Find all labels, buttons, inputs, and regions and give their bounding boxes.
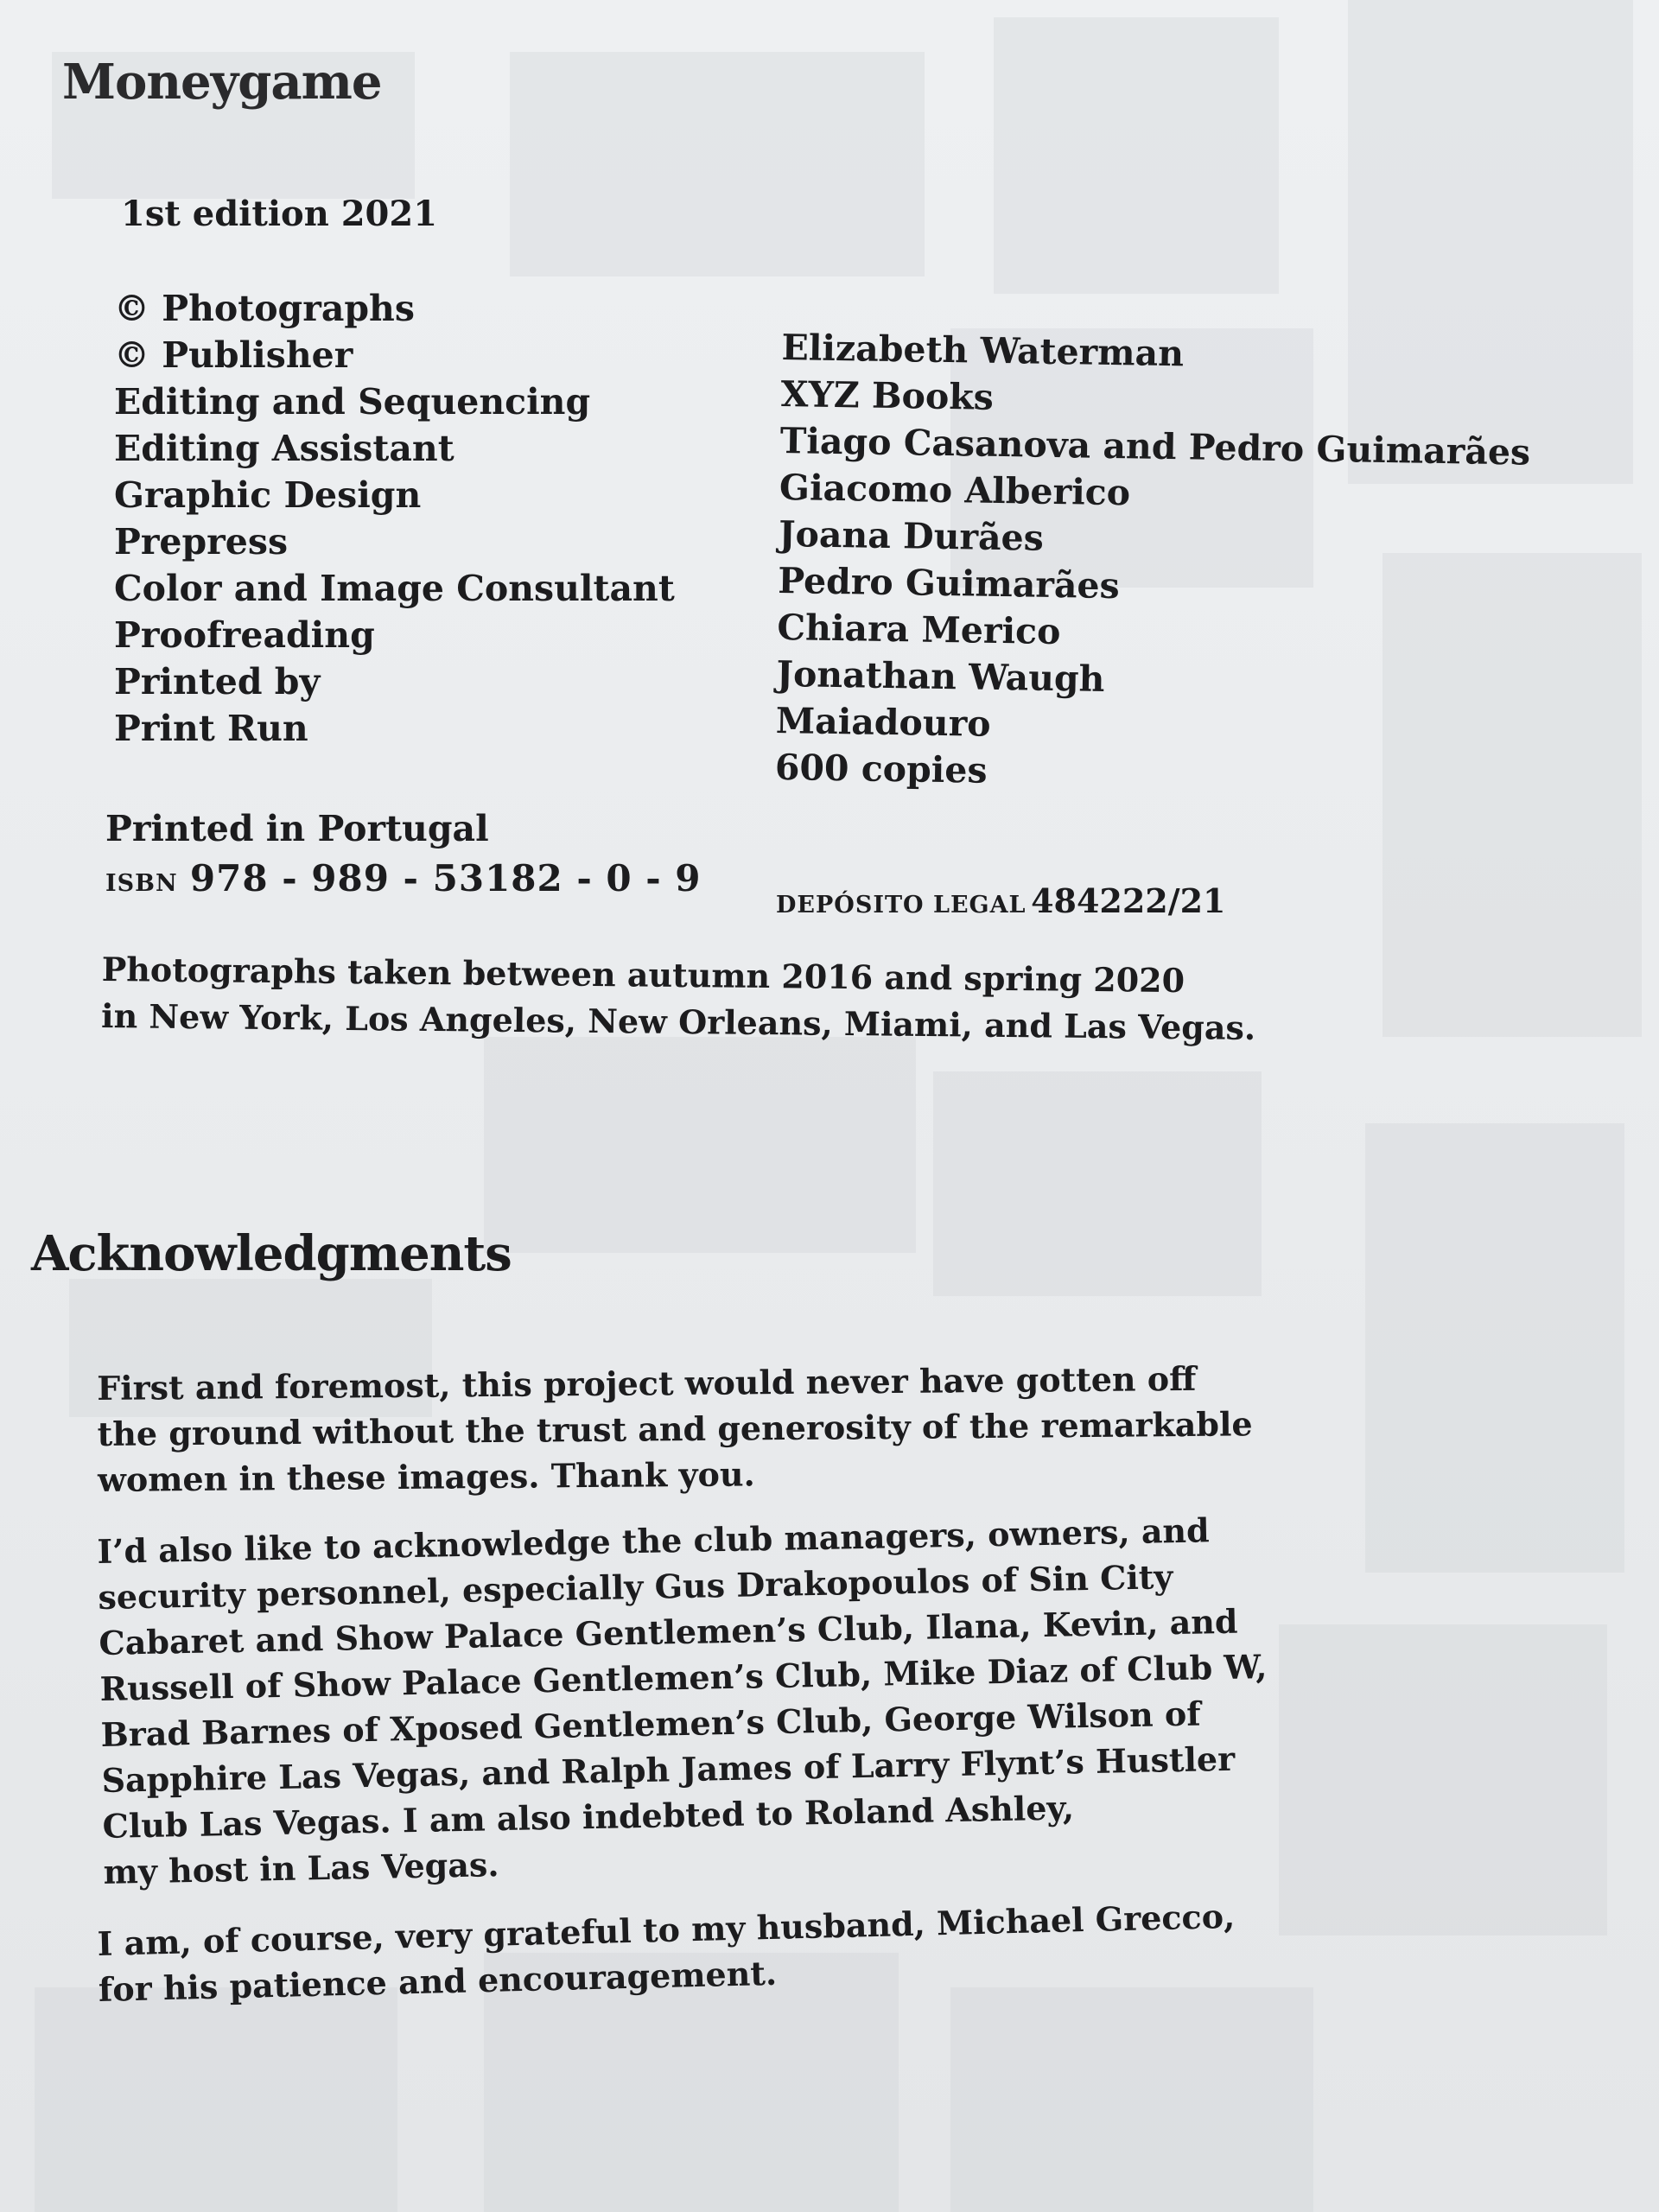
printed-in-line: Printed in Portugal (105, 808, 489, 849)
ack-line: for his patience and encouragement. (98, 1953, 778, 2009)
credit-label-prepress: Prepress (114, 521, 289, 563)
credit-value-printed-by: Maiadouro (775, 699, 992, 745)
isbn-label: ISBN (105, 870, 178, 897)
credit-value-prepress: Pedro Guimarães (777, 559, 1121, 607)
credit-label-editing-sequencing: Editing and Sequencing (114, 381, 591, 423)
credit-value-publisher: XYZ Books (780, 372, 995, 418)
credit-label-color-consultant: Color and Image Consultant (114, 568, 675, 609)
credit-value-color-consultant: Chiara Merico (777, 606, 1061, 653)
credit-value-editing-sequencing: Tiago Casanova and Pedro Guimarães (779, 419, 1531, 474)
credit-value-proofreading: Jonathan Waugh (776, 652, 1105, 700)
deposito-legal-line (776, 881, 1226, 920)
credits-value-column (775, 324, 1533, 803)
ack-line: Brad Barnes of Xposed Gentlemen’s Club, George Wilson of (100, 1694, 1201, 1754)
show-through-block (994, 17, 1279, 294)
ack-paragraph-3 (97, 1893, 1236, 2012)
credit-label-graphic-design: Graphic Design (114, 474, 422, 516)
ack-line: I’d also like to acknowledge the club managers, owners, and (97, 1510, 1211, 1571)
ack-line: Club Las Vegas. I am also indebted to Roland Ashley, (102, 1788, 1075, 1846)
credit-value-graphic-design: Joana Durães (778, 512, 1045, 559)
credit-label-editing-assistant: Editing Assistant (114, 428, 454, 469)
show-through-block (1365, 1123, 1624, 1573)
colophon-title: Moneygame (62, 54, 382, 111)
ack-line: security personnel, especially Gus Drakopoulos of Sin City (98, 1557, 1173, 1617)
ack-line: Sapphire Las Vegas, and Ralph James of Larry Flynt’s Hustler (101, 1738, 1236, 1800)
credit-label-proofreading: Proofreading (114, 614, 375, 656)
ack-line: women in these images. Thank you. (97, 1454, 755, 1499)
show-through-block (1279, 1624, 1607, 1936)
ack-line: Cabaret and Show Palace Gentlemen’s Club, Ilana, Kevin, and (99, 1601, 1238, 1662)
ack-line: I am, of course, very grateful to my husband, Michael Grecco, (97, 1896, 1236, 1963)
ack-paragraph-2 (97, 1507, 1268, 1895)
credits-label-column (114, 285, 675, 752)
acknowledgments-heading: Acknowledgments (31, 1225, 512, 1282)
credit-label-print-run: Print Run (114, 708, 308, 749)
ack-line: the ground without the trust and generosity of the remarkable (97, 1404, 1253, 1453)
edition-line: 1st edition 2021 (121, 194, 438, 234)
credit-label-printed-by: Printed by (114, 661, 321, 702)
credit-value-print-run: 600 copies (774, 746, 988, 791)
deposito-label: DEPÓSITO LEGAL (776, 892, 1027, 918)
credit-label-publisher: © Publisher (114, 334, 353, 376)
printing-info (105, 804, 702, 909)
credit-label-photographs: © Photographs (114, 288, 415, 329)
show-through-block (484, 1037, 916, 1253)
ack-line: my host in Las Vegas. (103, 1845, 499, 1891)
photo-note (101, 946, 1256, 1052)
photo-note-line: Photographs taken between autumn 2016 and spring 2020 (101, 949, 1185, 1001)
show-through-block (933, 1071, 1262, 1296)
isbn-line (105, 854, 702, 909)
isbn-number: 978 - 989 - 53182 - 0 - 9 (189, 857, 702, 899)
deposito-number: 484222/21 (1031, 881, 1226, 920)
ack-paragraph-1 (97, 1356, 1253, 1503)
photo-note-line: in New York, Los Angeles, New Orleans, Miami, and Las Vegas. (100, 995, 1256, 1047)
ack-line: First and foremost, this project would never have gotten off (97, 1358, 1197, 1408)
ack-line: Russell of Show Palace Gentlemen’s Club, Mike Diaz of Club W, (99, 1647, 1268, 1708)
credit-value-photographs: Elizabeth Waterman (781, 326, 1185, 375)
show-through-block (510, 52, 925, 276)
acknowledgments-body (97, 1358, 1268, 2038)
credit-value-editing-assistant: Giacomo Alberico (779, 466, 1131, 514)
